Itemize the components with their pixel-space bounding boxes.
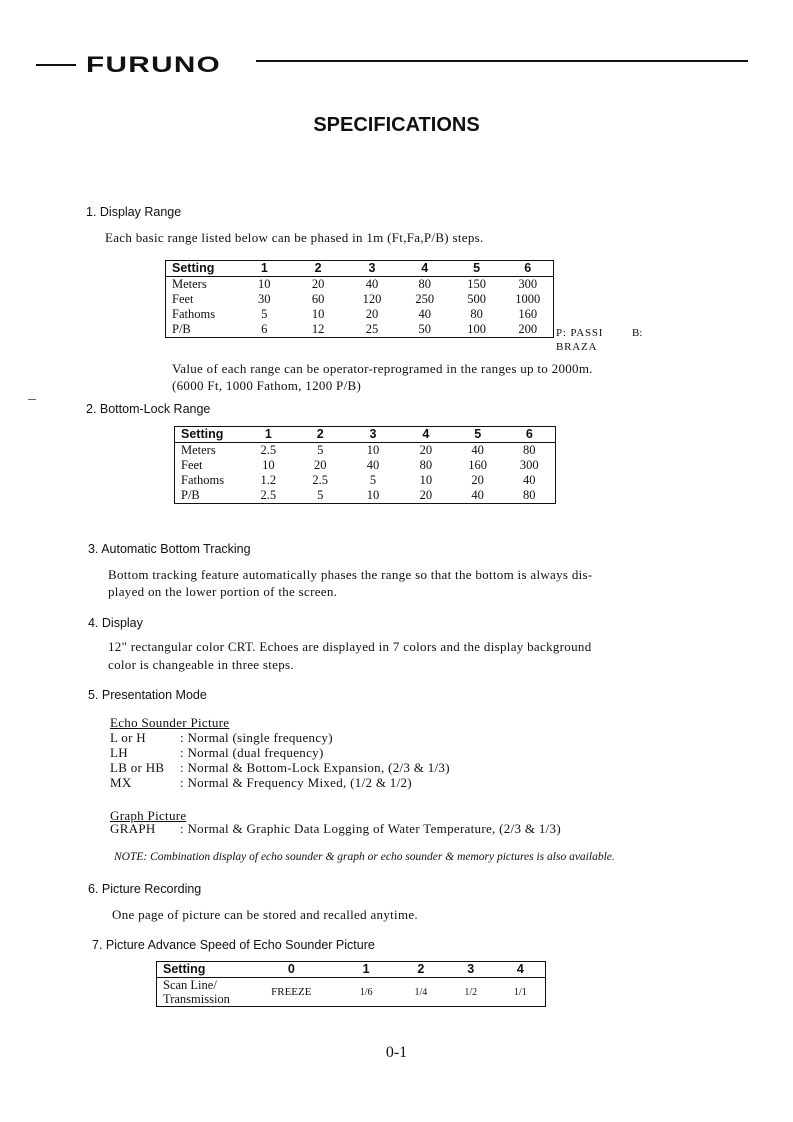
table-row (175, 443, 556, 459)
table-cell: 10 (366, 443, 380, 457)
mode-key: MX (110, 775, 132, 790)
table-cell: 10 (262, 458, 275, 472)
section-3-heading: 3. Automatic Bottom Tracking (88, 542, 251, 556)
table-cell: 20 (313, 458, 327, 472)
table-cell: 20 (365, 307, 379, 321)
table-row (166, 322, 554, 338)
mode-desc: : Normal (single frequency) (180, 730, 333, 745)
table-cell: 2.5 (260, 443, 277, 457)
mode-key: L or H (110, 730, 146, 745)
table-cell: 500 (467, 292, 486, 306)
table-cell: 5 (261, 307, 268, 321)
table-cell: 20 (471, 473, 484, 487)
mode-key: LB or HB (110, 760, 165, 775)
table-cell: 300 (519, 458, 539, 472)
table-cell: 10 (258, 277, 271, 291)
table-cell: 40 (366, 458, 380, 472)
row-label: Meters (181, 443, 216, 457)
table-cell: 10 (419, 473, 433, 487)
graph-key: GRAPH (110, 821, 156, 836)
table-cell: 250 (415, 292, 435, 306)
section-1-intro: Each basic range listed below can be phased in 1m (Ft,Fa,P/B) steps. (105, 230, 484, 245)
section-1-heading: 1. Display Range (86, 205, 182, 219)
table-row (175, 488, 556, 504)
page-title: SPECIFICATIONS (313, 114, 480, 136)
mode-desc: : Normal & Bottom-Lock Expansion, (2/3 & 1/3) (180, 760, 450, 775)
table-cell: 10 (366, 488, 380, 502)
table-cell: 5 (369, 473, 377, 487)
column-header: 4 (400, 427, 452, 443)
table-cell: 80 (470, 307, 483, 321)
table-cell: 12 (311, 322, 325, 336)
section-5-heading: 5. Presentation Mode (88, 688, 207, 702)
table-cell: 25 (365, 322, 379, 336)
presentation-note: NOTE: Combination display of echo sounder & graph or echo sounder & memory pictures is also available. (114, 851, 615, 863)
row-label (157, 978, 247, 1007)
row-label: Fathoms (181, 473, 225, 487)
table-row (175, 458, 556, 473)
table-cell: 150 (467, 277, 486, 291)
table-row (175, 473, 556, 488)
row-label: Feet (181, 458, 203, 472)
table-cell: 80 (523, 488, 536, 502)
header-rule-right (256, 60, 748, 62)
table-cell: 100 (467, 322, 486, 336)
column-header: Setting (175, 427, 243, 443)
table-cell: 80 (523, 443, 536, 457)
table-cell: 160 (518, 307, 538, 321)
column-header: 1 (336, 962, 396, 978)
table-cell: 2.5 (312, 473, 328, 487)
bottom-lock-range-table (174, 426, 556, 504)
row-label: Feet (172, 292, 194, 306)
column-header: 0 (246, 962, 336, 978)
table-header-row (166, 261, 554, 277)
column-header: 5 (452, 427, 504, 443)
row-label-line2: Transmission (163, 992, 230, 1006)
column-header: 6 (504, 427, 556, 443)
table-header-row (157, 962, 546, 978)
display-range-table (165, 260, 554, 338)
mode-key: LH (110, 745, 128, 760)
table-cell: 30 (258, 292, 271, 306)
table-cell: 300 (518, 277, 538, 291)
row-label: Fathoms (172, 307, 216, 321)
section-3-line2: played on the lower portion of the screen. (108, 584, 338, 599)
table-cell: 40 (471, 488, 484, 502)
table-cell: 6 (261, 322, 268, 336)
section-2-heading: 2. Bottom-Lock Range (86, 402, 211, 416)
row-label: P/B (181, 488, 200, 502)
table-cell: 60 (311, 292, 325, 306)
advance-speed-table (156, 961, 546, 1007)
column-header: Setting (157, 962, 247, 978)
column-header: 1 (237, 261, 291, 277)
column-header: 2 (291, 261, 345, 277)
footnote-passi: P: PASSI (556, 327, 604, 339)
table-header-row (175, 427, 556, 443)
column-header: 1 (242, 427, 294, 443)
table-cell: 120 (362, 292, 382, 306)
column-header: 2 (396, 962, 446, 978)
table-row (166, 307, 554, 322)
table-cell: 20 (419, 488, 433, 502)
section-4-line1: 12" rectangular color CRT. Echoes are displayed in 7 colors and the display background (108, 639, 592, 654)
table-cell: 5 (317, 488, 324, 502)
table-cell: 1/2 (464, 986, 478, 998)
graph-picture-title: Graph Picture (110, 808, 187, 823)
table-cell: 40 (365, 277, 379, 291)
table-row (157, 978, 546, 1007)
table-cell: 1000 (515, 292, 541, 306)
table-cell: FREEZE (271, 985, 312, 998)
column-header: 4 (496, 962, 546, 978)
page-number: 0-1 (385, 1044, 408, 1061)
brand-logo: FURUNO (86, 52, 222, 77)
margin-mark (28, 399, 36, 400)
mode-desc: : Normal (dual frequency) (180, 745, 324, 760)
footnote-braza: BRAZA (556, 341, 598, 353)
footnote-b: B: (632, 327, 643, 339)
row-label-line1: Scan Line/ (163, 978, 217, 992)
mode-desc: : Normal & Frequency Mixed, (1/2 & 1/2) (180, 775, 412, 790)
table-cell: 40 (523, 473, 536, 487)
column-header: 3 (346, 427, 400, 443)
table-cell: 20 (419, 443, 433, 457)
section-4-line2: color is changeable in three steps. (108, 657, 294, 672)
table-cell: 1/6 (359, 986, 373, 998)
table-row (166, 277, 554, 293)
column-header: 4 (399, 261, 451, 277)
section-7-heading: 7. Picture Advance Speed of Echo Sounder Picture (92, 938, 375, 952)
table-cell: 50 (418, 322, 432, 336)
table-cell: 1/1 (513, 986, 527, 998)
section-1-note-line1: Value of each range can be operator-reprogramed in the ranges up to 2000m. (172, 361, 593, 376)
column-header: 6 (503, 261, 554, 277)
table-cell: 200 (518, 322, 538, 336)
table-cell: 20 (311, 277, 325, 291)
table-cell: 1/4 (414, 986, 428, 998)
table-cell: 1.2 (260, 473, 277, 487)
table-cell: 2.5 (260, 488, 277, 502)
row-label: Meters (172, 277, 207, 291)
column-header: 5 (451, 261, 503, 277)
table-cell: 40 (418, 307, 432, 321)
table-cell: 80 (419, 458, 433, 472)
section-3-line1: Bottom tracking feature automatically phases the range so that the bottom is always dis- (108, 567, 593, 582)
graph-desc: : Normal & Graphic Data Logging of Water Temperature, (2/3 & 1/3) (180, 821, 561, 836)
table-cell: 5 (317, 443, 324, 457)
header-rule-left (36, 64, 76, 66)
section-4-heading: 4. Display (88, 616, 143, 630)
table-cell: 40 (471, 443, 484, 457)
table-row (166, 292, 554, 307)
column-header: Setting (166, 261, 238, 277)
column-header: 3 (345, 261, 399, 277)
section-6-line1: One page of picture can be stored and recalled anytime. (112, 907, 418, 922)
column-header: 2 (294, 427, 346, 443)
row-label: P/B (172, 322, 191, 336)
echo-sounder-picture-title: Echo Sounder Picture (110, 715, 230, 730)
table-cell: 10 (311, 307, 325, 321)
section-6-heading: 6. Picture Recording (88, 882, 202, 896)
column-header: 3 (446, 962, 496, 978)
table-cell: 80 (418, 277, 432, 291)
section-1-note-line2: (6000 Ft, 1000 Fathom, 1200 P/B) (172, 378, 362, 393)
table-cell: 160 (468, 458, 488, 472)
